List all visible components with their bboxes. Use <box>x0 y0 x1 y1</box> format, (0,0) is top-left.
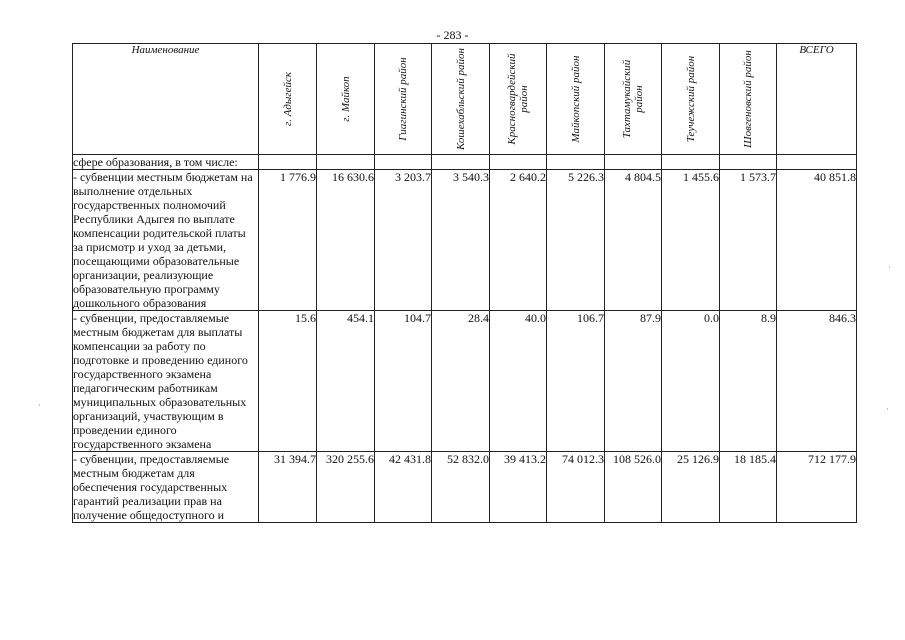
cell-value: 8.9 <box>720 311 777 452</box>
cell-value: 18 185.4 <box>720 452 777 523</box>
budget-table <box>72 43 857 523</box>
table-row <box>73 311 857 452</box>
row-name: - субвенции, предоставляемые местным бюджетам для выплаты компенсации за работу по подготовке и проведению единого государственного экзамена педагогическим работникам муниципальных образовательных организаций, участвующим в проведении единого государственного экзамена <box>73 311 259 452</box>
cell-value: 0.0 <box>662 311 720 452</box>
cell-value: 25 126.9 <box>662 452 720 523</box>
cell-value: 16 630.6 <box>317 170 375 311</box>
cell-value-total: 712 177.9 <box>777 452 857 523</box>
column-header-krasnogvardeysky: Красногвардейский район <box>490 44 547 155</box>
cell-value <box>720 155 777 170</box>
cell-value <box>259 155 317 170</box>
cell-value: 87.9 <box>605 311 662 452</box>
cell-value: 4 804.5 <box>605 170 662 311</box>
cell-value: 320 255.6 <box>317 452 375 523</box>
cell-value <box>375 155 432 170</box>
row-name: - субвенции местным бюджетам на выполнение отдельных государственных полномочий Республики Адыгея по выплате компенсации родительской платы за присмотр и уход за детьми, посещающими образовательные организации, реализующие образовательную программу дошкольного образования <box>73 170 259 311</box>
cell-value <box>605 155 662 170</box>
cell-value: 74 012.3 <box>547 452 605 523</box>
cell-value: 106.7 <box>547 311 605 452</box>
row-name: сфере образования, в том числе: <box>73 155 259 170</box>
cell-value <box>547 155 605 170</box>
cell-value: 40.0 <box>490 311 547 452</box>
row-name: - субвенции, предоставляемые местным бюджетам для обеспечения государственных гарантий реализации прав на получение общедоступного и <box>73 452 259 523</box>
cell-value: 1 573.7 <box>720 170 777 311</box>
cell-value-total: 40 851.8 <box>777 170 857 311</box>
column-header-koshekhablsky: Кошехабльский район <box>432 44 490 155</box>
column-header-adygeysk: г. Адыгейск <box>259 44 317 155</box>
column-header-shovgenovsky: Шовгеновский район <box>720 44 777 155</box>
cell-value: 108 526.0 <box>605 452 662 523</box>
column-header-name: Наименование <box>73 44 259 155</box>
cell-value: 2 640.2 <box>490 170 547 311</box>
cell-value: 39 413.2 <box>490 452 547 523</box>
column-header-maykopsky: Майкопский район <box>547 44 605 155</box>
cell-value-total: 846.3 <box>777 311 857 452</box>
cell-value: 104.7 <box>375 311 432 452</box>
cell-value: 3 203.7 <box>375 170 432 311</box>
cell-value <box>662 155 720 170</box>
cell-value: 31 394.7 <box>259 452 317 523</box>
cell-value: 1 776.9 <box>259 170 317 311</box>
column-header-total: ВСЕГО <box>777 44 857 155</box>
cell-value: 5 226.3 <box>547 170 605 311</box>
cell-value <box>432 155 490 170</box>
cell-value: 52 832.0 <box>432 452 490 523</box>
column-header-takhtamukaysky: Тахтамукайский район <box>605 44 662 155</box>
cell-value: 454.1 <box>317 311 375 452</box>
scan-mark: · <box>888 262 891 272</box>
page-number: - 283 - <box>436 28 469 42</box>
table-row <box>73 452 857 523</box>
column-header-giaginsky: Гиагинский район <box>375 44 432 155</box>
table-row <box>73 170 857 311</box>
header-row <box>73 44 857 155</box>
cell-value <box>317 155 375 170</box>
cell-value: 3 540.3 <box>432 170 490 311</box>
table-row <box>73 155 857 170</box>
cell-value: 1 455.6 <box>662 170 720 311</box>
cell-value: 15.6 <box>259 311 317 452</box>
cell-value: 28.4 <box>432 311 490 452</box>
column-header-teuchezhsky: Теучежский район <box>662 44 720 155</box>
column-header-maykop-city: г. Майкоп <box>317 44 375 155</box>
scan-mark: · <box>38 400 41 410</box>
cell-value: 42 431.8 <box>375 452 432 523</box>
scan-mark: · <box>886 404 889 414</box>
cell-value-total <box>777 155 857 170</box>
cell-value <box>490 155 547 170</box>
